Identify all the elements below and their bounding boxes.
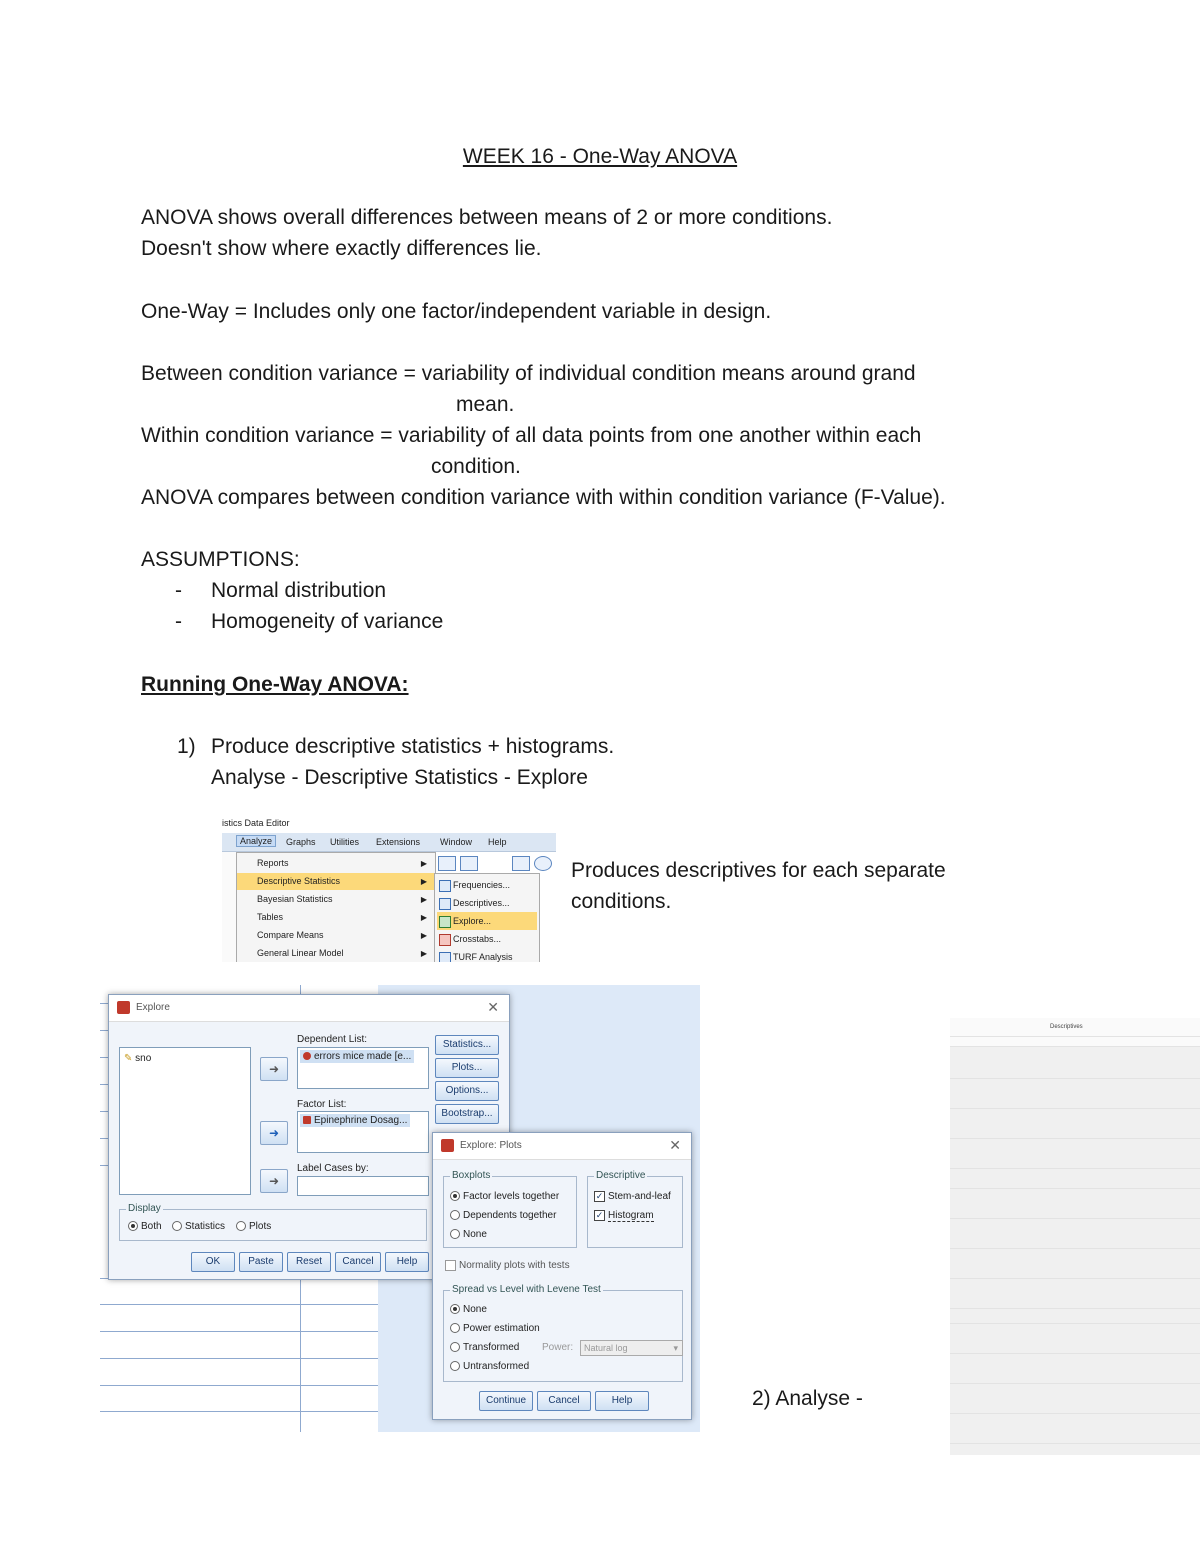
spread-none-radio[interactable] — [450, 1304, 487, 1315]
radio-selected-icon — [450, 1304, 460, 1314]
menu-analyze[interactable]: Analyze — [236, 835, 276, 847]
descriptives-table-title: Descriptives — [1050, 1024, 1083, 1030]
table-row — [950, 1188, 1200, 1189]
side-note: Produces descriptives for each separate — [571, 859, 946, 882]
display-plots-radio[interactable] — [236, 1221, 271, 1232]
option-label: Histogram — [608, 1210, 654, 1222]
close-icon[interactable]: ✕ — [487, 999, 499, 1015]
continue-button[interactable]: Continue — [479, 1391, 533, 1411]
checkbox-checked-icon: ✓ — [595, 1191, 604, 1201]
radio-selected-icon — [128, 1221, 138, 1231]
turf-icon — [439, 952, 451, 962]
statistics-button[interactable]: Statistics... — [435, 1035, 499, 1055]
grid-divider — [100, 1358, 380, 1359]
submenu-item-explore[interactable] — [437, 912, 537, 930]
menu-item-tables[interactable] — [237, 909, 435, 926]
option-label: Untransformed — [463, 1361, 530, 1372]
paste-button[interactable]: Paste — [239, 1252, 283, 1272]
section-heading: Running One-Way ANOVA: — [141, 673, 409, 696]
paragraph: Within condition variance = variability of all data points from one another within each — [141, 424, 922, 447]
table-row — [950, 1078, 1200, 1079]
dialog-title: Explore — [136, 1002, 170, 1013]
radio-icon — [450, 1323, 460, 1333]
reset-button[interactable]: Reset — [287, 1252, 331, 1272]
radio-icon — [236, 1221, 246, 1231]
dialog-titlebar — [433, 1133, 691, 1160]
descriptives-output-thumbnail — [950, 1018, 1200, 1455]
chevron-right-icon: ▶ — [420, 877, 427, 886]
step-text: Analyse - Descriptive Statistics - Explore — [211, 766, 588, 789]
chevron-down-icon: ▾ — [673, 1343, 678, 1353]
radio-icon — [450, 1342, 460, 1352]
checkbox-checked-icon: ✓ — [595, 1210, 604, 1220]
option-label: Both — [141, 1221, 162, 1232]
explore-icon — [439, 916, 451, 928]
menu-utilities[interactable]: Utilities — [330, 837, 360, 847]
help-button[interactable]: Help — [595, 1391, 649, 1411]
stem-and-leaf-checkbox[interactable] — [594, 1191, 671, 1202]
dependents-together-radio[interactable] — [450, 1210, 556, 1221]
nominal-icon — [303, 1116, 311, 1124]
search-icon[interactable] — [534, 856, 552, 871]
menu-item-label: Tables — [257, 912, 284, 922]
power-estimation-radio[interactable] — [450, 1323, 540, 1334]
normality-plots-checkbox[interactable] — [445, 1260, 570, 1271]
menu-window[interactable]: Window — [440, 837, 473, 847]
menu-item-label: Reports — [257, 858, 289, 868]
option-label: Normality plots with tests — [459, 1260, 570, 1272]
factor-list-label: Factor List: — [297, 1099, 347, 1110]
list-item: Normal distribution — [211, 579, 387, 602]
radio-icon — [450, 1210, 460, 1220]
dialog-title: Explore: Plots — [460, 1140, 522, 1151]
options-button[interactable]: Options... — [435, 1081, 499, 1101]
frequencies-icon — [439, 880, 451, 892]
menu-item-label: Compare Means — [257, 930, 324, 940]
menu-item-descriptive-statistics[interactable] — [237, 873, 435, 890]
descriptive-statistics-submenu — [434, 873, 540, 962]
menu-item-general-linear-model[interactable] — [237, 945, 435, 962]
crosstabs-icon — [439, 934, 451, 946]
spread-vs-level-group — [443, 1284, 683, 1382]
radio-icon — [172, 1221, 182, 1231]
submenu-item-descriptives[interactable] — [437, 894, 537, 912]
plots-button[interactable]: Plots... — [435, 1058, 499, 1078]
chevron-right-icon: ▶ — [420, 931, 427, 940]
grid-divider — [100, 1331, 380, 1332]
factor-name: Epinephrine Dosag... — [314, 1115, 408, 1126]
submenu-item-label: Frequencies... — [453, 880, 511, 890]
factor-list[interactable] — [297, 1111, 429, 1153]
display-group — [119, 1203, 427, 1241]
table-row — [950, 1323, 1200, 1324]
scale-icon — [303, 1052, 311, 1060]
cancel-button[interactable]: Cancel — [537, 1391, 591, 1411]
step-text: Produce descriptive statistics + histograms. — [211, 735, 615, 758]
bullet-marker: - — [175, 579, 182, 602]
analyze-dropdown — [236, 852, 436, 962]
paragraph: mean. — [456, 393, 515, 416]
paragraph: One-Way = Includes only one factor/independent variable in design. — [141, 300, 772, 323]
submenu-item-crosstabs[interactable] — [437, 930, 537, 948]
dependent-list-label: Dependent List: — [297, 1034, 368, 1045]
dialog-titlebar — [109, 995, 509, 1022]
chevron-right-icon: ▶ — [420, 859, 427, 868]
menu-item-reports[interactable] — [237, 855, 435, 872]
factor-item[interactable] — [300, 1114, 410, 1127]
display-statistics-radio[interactable] — [172, 1221, 225, 1232]
option-label: Statistics — [185, 1221, 226, 1232]
radio-icon — [450, 1229, 460, 1239]
label-cases-field[interactable] — [297, 1176, 429, 1196]
menu-item-label: Descriptive Statistics — [257, 876, 341, 886]
side-note: conditions. — [571, 890, 672, 913]
window-title: istics Data Editor — [222, 818, 290, 828]
paragraph: condition. — [431, 455, 521, 478]
close-icon[interactable]: ✕ — [669, 1137, 681, 1153]
descriptive-group — [587, 1170, 683, 1248]
menu-item-compare-means[interactable] — [237, 927, 435, 944]
table-row — [950, 1278, 1200, 1279]
table-row — [950, 1308, 1200, 1309]
bullet-marker: - — [175, 610, 182, 633]
group-title: Display — [128, 1203, 161, 1214]
option-label: Transformed — [463, 1342, 520, 1353]
table-row — [950, 1383, 1200, 1384]
paragraph: Between condition variance = variability of individual condition means around grand — [141, 362, 916, 385]
paragraph: ANOVA compares between condition variance with within condition variance (F-Value). — [141, 486, 946, 509]
descriptives-icon — [439, 898, 451, 910]
table-row — [950, 1046, 1200, 1047]
grid-divider — [100, 1411, 380, 1412]
paragraph: Doesn't show where exactly differences lie. — [141, 237, 542, 260]
table-icon[interactable] — [438, 856, 456, 871]
table-row — [950, 1248, 1200, 1249]
boxplots-none-radio[interactable] — [450, 1229, 487, 1240]
chevron-right-icon: ▶ — [420, 913, 427, 922]
table-row — [950, 1353, 1200, 1354]
move-right-arrow-button[interactable]: ➜ — [260, 1057, 288, 1081]
option-label: Factor levels together — [463, 1191, 560, 1202]
menubar — [222, 833, 556, 852]
table-row — [950, 1413, 1200, 1414]
spss-icon — [117, 1001, 130, 1014]
dependent-list[interactable] — [297, 1047, 429, 1089]
bootstrap-button[interactable]: Bootstrap... — [435, 1104, 499, 1124]
chevron-right-icon: ▶ — [420, 895, 427, 904]
menu-extensions[interactable]: Extensions — [376, 837, 421, 847]
help-button[interactable]: Help — [385, 1252, 429, 1272]
table-row — [950, 1138, 1200, 1139]
power-select[interactable] — [580, 1340, 683, 1356]
chevron-right-icon: ▶ — [420, 949, 427, 958]
paragraph: ANOVA shows overall differences between means of 2 or more conditions. — [141, 206, 833, 229]
option-label: Power estimation — [463, 1323, 540, 1334]
ok-button[interactable]: OK — [191, 1252, 235, 1272]
option-label: None — [463, 1304, 487, 1315]
section-heading: ASSUMPTIONS: — [141, 548, 300, 571]
untransformed-radio[interactable] — [450, 1361, 529, 1372]
menu-item-label: General Linear Model — [257, 948, 344, 958]
move-right-arrow-button[interactable]: ➜ — [260, 1169, 288, 1193]
table-row — [950, 1108, 1200, 1109]
submenu-item-label: Explore... — [453, 916, 492, 926]
dependent-item[interactable] — [300, 1050, 414, 1063]
menu-graphs[interactable]: Graphs — [286, 837, 316, 847]
option-label: Dependents together — [463, 1210, 557, 1221]
checkbox-icon — [445, 1260, 456, 1271]
grid-icon[interactable] — [460, 856, 478, 871]
toolbar — [436, 854, 556, 872]
group-title: Boxplots — [452, 1170, 491, 1181]
page-title: WEEK 16 - One-Way ANOVA — [462, 145, 738, 168]
explore-plots-dialog — [432, 1132, 692, 1420]
boxplots-group — [443, 1170, 577, 1248]
transformed-radio[interactable] — [450, 1342, 519, 1353]
step-text: 2) Analyse - — [752, 1387, 863, 1410]
move-left-arrow-button[interactable]: ➜ — [260, 1121, 288, 1145]
power-select-value: Natural log — [584, 1343, 628, 1353]
variable-list[interactable] — [119, 1047, 251, 1195]
submenu-item-label: Descriptives... — [453, 898, 510, 908]
group-title: Spread vs Level with Levene Test — [452, 1284, 601, 1295]
option-label: None — [463, 1229, 487, 1240]
grid-divider — [100, 1385, 380, 1386]
menu-item-label: Bayesian Statistics — [257, 894, 333, 904]
variable-item[interactable] — [124, 1053, 151, 1064]
menu-help[interactable]: Help — [488, 837, 507, 847]
factor-levels-together-radio[interactable] — [450, 1191, 559, 1202]
cancel-button[interactable]: Cancel — [335, 1252, 381, 1272]
step-number: 1) — [177, 735, 196, 758]
dependent-name: errors mice made [e... — [314, 1051, 412, 1062]
group-title: Descriptive — [596, 1170, 646, 1181]
chart-icon[interactable] — [512, 856, 530, 871]
table-row — [950, 1036, 1200, 1037]
ruler-icon: ✎ — [124, 1053, 133, 1064]
submenu-item-label: TURF Analysis — [453, 952, 513, 962]
histogram-checkbox[interactable] — [594, 1210, 654, 1221]
variable-name: sno — [135, 1053, 152, 1064]
radio-icon — [450, 1361, 460, 1371]
menu-screenshot — [222, 818, 556, 962]
list-item: Homogeneity of variance — [211, 610, 444, 633]
submenu-item-label: Crosstabs... — [453, 934, 502, 944]
power-label: Power: — [542, 1342, 574, 1353]
display-both-radio[interactable] — [128, 1221, 162, 1232]
data-grid-edge — [222, 852, 237, 962]
option-label: Stem-and-leaf — [608, 1191, 671, 1203]
table-row — [950, 1218, 1200, 1219]
spss-icon — [441, 1139, 454, 1152]
option-label: Plots — [249, 1221, 272, 1232]
label-cases-label: Label Cases by: — [297, 1163, 369, 1174]
submenu-item-frequencies[interactable] — [437, 876, 537, 894]
menu-item-bayesian-statistics[interactable] — [237, 891, 435, 908]
table-row — [950, 1443, 1200, 1444]
submenu-item-turf-analysis[interactable] — [437, 948, 537, 962]
grid-divider — [100, 1304, 380, 1305]
radio-selected-icon — [450, 1191, 460, 1201]
table-row — [950, 1168, 1200, 1169]
